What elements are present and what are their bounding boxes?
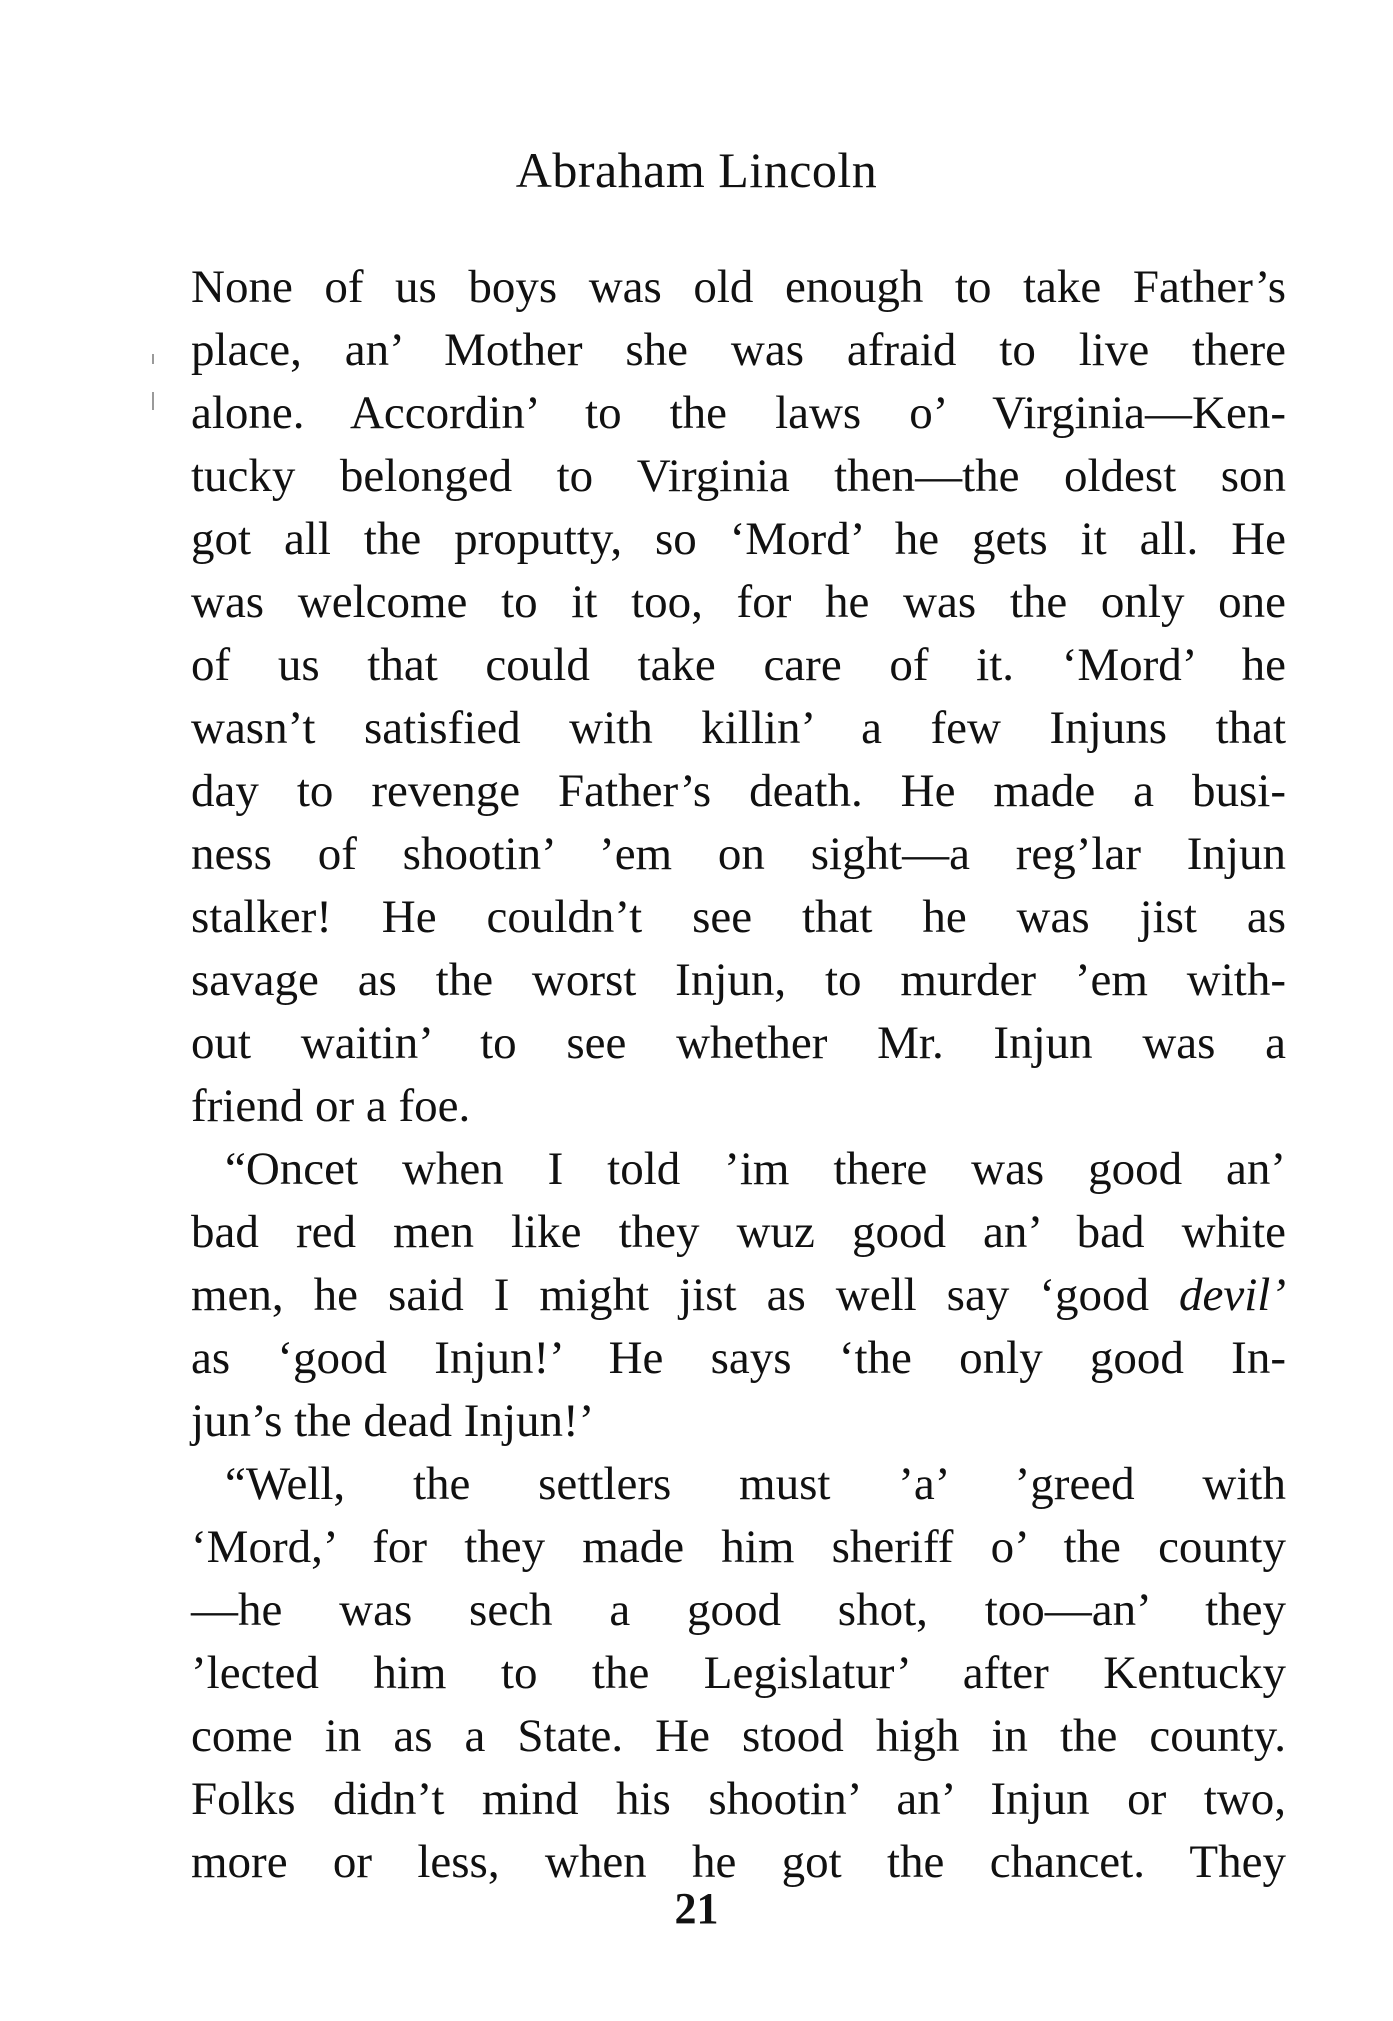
text-line: ness of shootin’ ’em on sight—a reg’lar Injun xyxy=(191,828,1286,880)
text-line: stalker! He couldn’t see that he was jist as xyxy=(191,891,1286,943)
text-line: was welcome to it too, for he was the only one xyxy=(191,576,1286,628)
margin-mark xyxy=(152,354,154,364)
running-head: Abraham Lincoln xyxy=(515,142,878,198)
text-line: “Well, the settlers must ’a’ ’greed with xyxy=(225,1458,1286,1510)
margin-mark xyxy=(152,392,154,410)
text-line-part: men, he said I might jist as well say ‘good xyxy=(191,1269,1179,1321)
text-line: as ‘good Injun!’ He says ‘the only good In- xyxy=(191,1332,1286,1384)
text-line: savage as the worst Injun, to murder ’em with- xyxy=(191,954,1286,1006)
text-line: —he was sech a good shot, too—an’ they xyxy=(191,1584,1286,1636)
text-line: friend or a foe. xyxy=(191,1080,471,1132)
text-line xyxy=(191,1264,1286,1327)
text-line: alone. Accordin’ to the laws o’ Virginia—Ken- xyxy=(191,387,1286,439)
text-line: of us that could take care of it. ‘Mord’ he xyxy=(191,639,1286,691)
text-line: place, an’ Mother she was afraid to live there xyxy=(191,324,1286,376)
text-line: “Oncet when I told ’im there was good an’ xyxy=(225,1143,1286,1195)
text-line: more or less, when he got the chancet. They xyxy=(191,1836,1286,1888)
body-text xyxy=(191,256,1286,1894)
text-line: Folks didn’t mind his shootin’ an’ Injun or two, xyxy=(191,1773,1286,1825)
text-line: out waitin’ to see whether Mr. Injun was a xyxy=(191,1017,1286,1069)
text-line: None of us boys was old enough to take Father’s xyxy=(191,261,1286,313)
page-number: 21 xyxy=(674,1884,719,1933)
italic-word: devil’ xyxy=(1179,1269,1286,1321)
text-line: got all the proputty, so ‘Mord’ he gets it all. He xyxy=(191,513,1286,565)
text-line: bad red men like they wuz good an’ bad white xyxy=(191,1206,1286,1258)
text-line: come in as a State. He stood high in the county. xyxy=(191,1710,1286,1762)
text-line: day to revenge Father’s death. He made a busi- xyxy=(191,765,1286,817)
text-line: jun’s the dead Injun!’ xyxy=(191,1395,595,1447)
text-line: ’lected him to the Legislatur’ after Kentucky xyxy=(191,1647,1286,1699)
text-line: tucky belonged to Virginia then—the oldest son xyxy=(191,450,1286,502)
text-line: wasn’t satisfied with killin’ a few Injuns that xyxy=(191,702,1286,754)
text-line: ‘Mord,’ for they made him sheriff o’ the county xyxy=(191,1521,1286,1573)
